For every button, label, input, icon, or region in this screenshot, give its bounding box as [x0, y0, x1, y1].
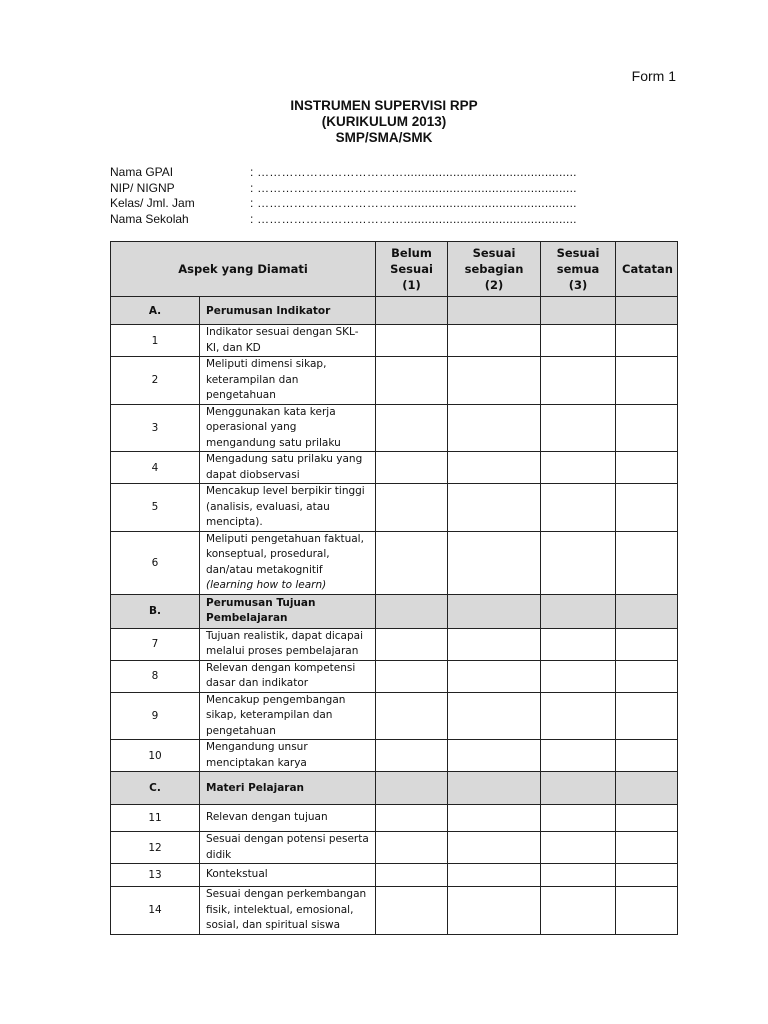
score-cell-1[interactable] — [376, 531, 448, 594]
header-catatan: Catatan — [616, 242, 678, 297]
score-cell-3[interactable] — [541, 531, 616, 594]
score-cell-1[interactable] — [376, 484, 448, 532]
notes-cell[interactable] — [616, 452, 678, 484]
score-cell-2[interactable] — [448, 692, 541, 740]
header-text: (3) — [568, 278, 588, 292]
score-cell-1[interactable] — [376, 832, 448, 864]
score-cell-1[interactable] — [376, 692, 448, 740]
score-cell-3[interactable] — [541, 740, 616, 772]
row-description — [200, 531, 376, 594]
field-blank[interactable]: : ………………………………................................................. — [250, 165, 577, 179]
row-number: 1 — [111, 325, 200, 357]
field-label: Nama Sekolah — [110, 211, 189, 226]
score-cell-2[interactable] — [448, 805, 541, 832]
section-row-b — [111, 594, 678, 628]
row-description: Mengadung satu prilaku yang dapat diobservasi — [200, 452, 376, 484]
score-cell-3[interactable] — [541, 864, 616, 887]
score-cell-1[interactable] — [376, 325, 448, 357]
notes-cell[interactable] — [616, 887, 678, 935]
score-cell-2[interactable] — [448, 628, 541, 660]
section-code: C. — [111, 772, 200, 805]
table-row — [111, 692, 678, 740]
field-kelas — [110, 196, 577, 212]
row-description: Indikator sesuai dengan SKL-KI, dan KD — [200, 325, 376, 357]
score-cell-3 — [541, 297, 616, 325]
section-code: B. — [111, 594, 200, 628]
field-nip — [110, 181, 577, 197]
row-number: 10 — [111, 740, 200, 772]
score-cell-1[interactable] — [376, 660, 448, 692]
notes-cell[interactable] — [616, 832, 678, 864]
score-cell-3[interactable] — [541, 805, 616, 832]
section-title: Perumusan Indikator — [200, 297, 376, 325]
score-cell-2[interactable] — [448, 357, 541, 405]
row-number: 12 — [111, 832, 200, 864]
score-cell-2 — [448, 297, 541, 325]
row-number: 3 — [111, 404, 200, 452]
notes-cell[interactable] — [616, 484, 678, 532]
header-text: (1) — [402, 278, 421, 292]
field-label: NIP/ NIGNP — [110, 180, 175, 195]
score-cell-2[interactable] — [448, 887, 541, 935]
row-number: 8 — [111, 660, 200, 692]
section-title: Perumusan Tujuan Pembelajaran — [200, 594, 376, 628]
score-cell-2[interactable] — [448, 452, 541, 484]
table-row — [111, 805, 678, 832]
score-cell-1[interactable] — [376, 740, 448, 772]
score-cell-3 — [541, 772, 616, 805]
header-text: semua — [556, 262, 600, 276]
form-label: Form 1 — [631, 68, 676, 84]
row-number: 6 — [111, 531, 200, 594]
score-cell-2[interactable] — [448, 404, 541, 452]
notes-cell — [616, 297, 678, 325]
score-cell-2[interactable] — [448, 740, 541, 772]
notes-cell[interactable] — [616, 357, 678, 405]
score-cell-2 — [448, 772, 541, 805]
field-blank[interactable]: : ………………………………................................................. — [250, 211, 577, 226]
document-title — [0, 98, 768, 146]
title-line-2: (KURIKULUM 2013) — [321, 114, 447, 129]
row-description: Mencakup pengembangan sikap, keterampilan dan pengetahuan — [200, 692, 376, 740]
score-cell-3[interactable] — [541, 628, 616, 660]
row-description: Menggunakan kata kerja operasional yang mengandung satu prilaku — [200, 404, 376, 452]
table-row — [111, 887, 678, 935]
row-description: Kontekstual — [200, 864, 376, 887]
score-cell-1 — [376, 594, 448, 628]
row-number: 7 — [111, 628, 200, 660]
table-row — [111, 484, 678, 532]
row-number: 14 — [111, 887, 200, 935]
score-cell-3[interactable] — [541, 887, 616, 935]
notes-cell[interactable] — [616, 660, 678, 692]
score-cell-3 — [541, 594, 616, 628]
row-description-italic: (learning how to learn) — [206, 579, 327, 591]
score-cell-1[interactable] — [376, 452, 448, 484]
score-cell-3[interactable] — [541, 404, 616, 452]
row-description: Mencakup level berpikir tinggi (analisis, evaluasi, atau mencipta). — [200, 484, 376, 532]
table-row — [111, 864, 678, 887]
score-cell-3[interactable] — [541, 832, 616, 864]
notes-cell[interactable] — [616, 740, 678, 772]
table-row — [111, 660, 678, 692]
score-cell-1[interactable] — [376, 357, 448, 405]
field-label: Kelas/ Jml. Jam — [110, 196, 195, 210]
score-cell-1[interactable] — [376, 805, 448, 832]
header-row — [111, 242, 678, 297]
row-number: 2 — [111, 357, 200, 405]
header-aspek: Aspek yang Diamati — [111, 242, 376, 297]
row-description: Meliputi dimensi sikap, keterampilan dan pengetahuan — [200, 357, 376, 405]
field-label: Nama GPAI — [110, 165, 174, 179]
table-row — [111, 628, 678, 660]
title-line-1: INSTRUMEN SUPERVISI RPP — [290, 98, 478, 113]
row-description: Sesuai dengan potensi peserta didik — [200, 832, 376, 864]
score-cell-1[interactable] — [376, 404, 448, 452]
score-cell-2[interactable] — [448, 531, 541, 594]
row-description: Relevan dengan tujuan — [200, 805, 376, 832]
notes-cell — [616, 594, 678, 628]
field-blank[interactable]: : ………………………………................................................. — [250, 180, 577, 195]
notes-cell[interactable] — [616, 628, 678, 660]
table-row — [111, 404, 678, 452]
score-cell-3[interactable] — [541, 357, 616, 405]
notes-cell[interactable] — [616, 864, 678, 887]
supervision-table — [110, 241, 678, 935]
table-row — [111, 531, 678, 594]
header-text: (2) — [484, 278, 504, 292]
score-cell-2[interactable] — [448, 864, 541, 887]
row-number: 5 — [111, 484, 200, 532]
table-row — [111, 357, 678, 405]
row-description: Tujuan realistik, dapat dicapai melalui proses pembelajaran — [200, 628, 376, 660]
score-cell-3[interactable] — [541, 692, 616, 740]
row-number: 11 — [111, 805, 200, 832]
score-cell-2[interactable] — [448, 325, 541, 357]
table-row — [111, 740, 678, 772]
score-cell-2 — [448, 594, 541, 628]
field-nama-sekolah — [110, 212, 577, 228]
row-number: 13 — [111, 864, 200, 887]
notes-cell[interactable] — [616, 404, 678, 452]
notes-cell[interactable] — [616, 692, 678, 740]
notes-cell — [616, 772, 678, 805]
table-row — [111, 325, 678, 357]
score-cell-3[interactable] — [541, 484, 616, 532]
score-cell-3[interactable] — [541, 325, 616, 357]
header-sesuai-sebagian — [448, 242, 541, 297]
row-number: 9 — [111, 692, 200, 740]
score-cell-1 — [376, 297, 448, 325]
score-cell-2[interactable] — [448, 660, 541, 692]
section-code: A. — [111, 297, 200, 325]
section-row-c — [111, 772, 678, 805]
row-description: Relevan dengan kompetensi dasar dan indikator — [200, 660, 376, 692]
header-text: sebagian — [464, 262, 524, 276]
field-nama-gpai — [110, 165, 577, 181]
header-text: Sesuai — [390, 262, 433, 276]
section-title: Materi Pelajaran — [200, 772, 376, 805]
row-description-text: Meliputi pengetahuan faktual, konseptual, prosedural, dan/atau metakognitif — [206, 532, 364, 576]
field-blank[interactable]: : ………………………………................................................. — [250, 196, 577, 210]
row-description: Mengandung unsur menciptakan karya — [200, 740, 376, 772]
header-belum-sesuai — [376, 242, 448, 297]
identity-fields — [110, 165, 577, 227]
row-description: Sesuai dengan perkembangan fisik, intelektual, emosional, sosial, dan spiritual siswa — [200, 887, 376, 935]
header-sesuai-semua — [541, 242, 616, 297]
notes-cell[interactable] — [616, 531, 678, 594]
score-cell-2[interactable] — [448, 484, 541, 532]
section-row-a — [111, 297, 678, 325]
score-cell-1[interactable] — [376, 887, 448, 935]
table-row — [111, 832, 678, 864]
notes-cell[interactable] — [616, 325, 678, 357]
score-cell-1[interactable] — [376, 864, 448, 887]
header-text: Sesuai — [472, 246, 516, 260]
header-text: Sesuai — [556, 246, 600, 260]
table-row — [111, 452, 678, 484]
title-line-3: SMP/SMA/SMK — [335, 130, 433, 145]
score-cell-3[interactable] — [541, 452, 616, 484]
score-cell-1[interactable] — [376, 628, 448, 660]
score-cell-1 — [376, 772, 448, 805]
header-text: Belum — [391, 246, 432, 260]
row-number: 4 — [111, 452, 200, 484]
score-cell-2[interactable] — [448, 832, 541, 864]
score-cell-3[interactable] — [541, 660, 616, 692]
notes-cell[interactable] — [616, 805, 678, 832]
